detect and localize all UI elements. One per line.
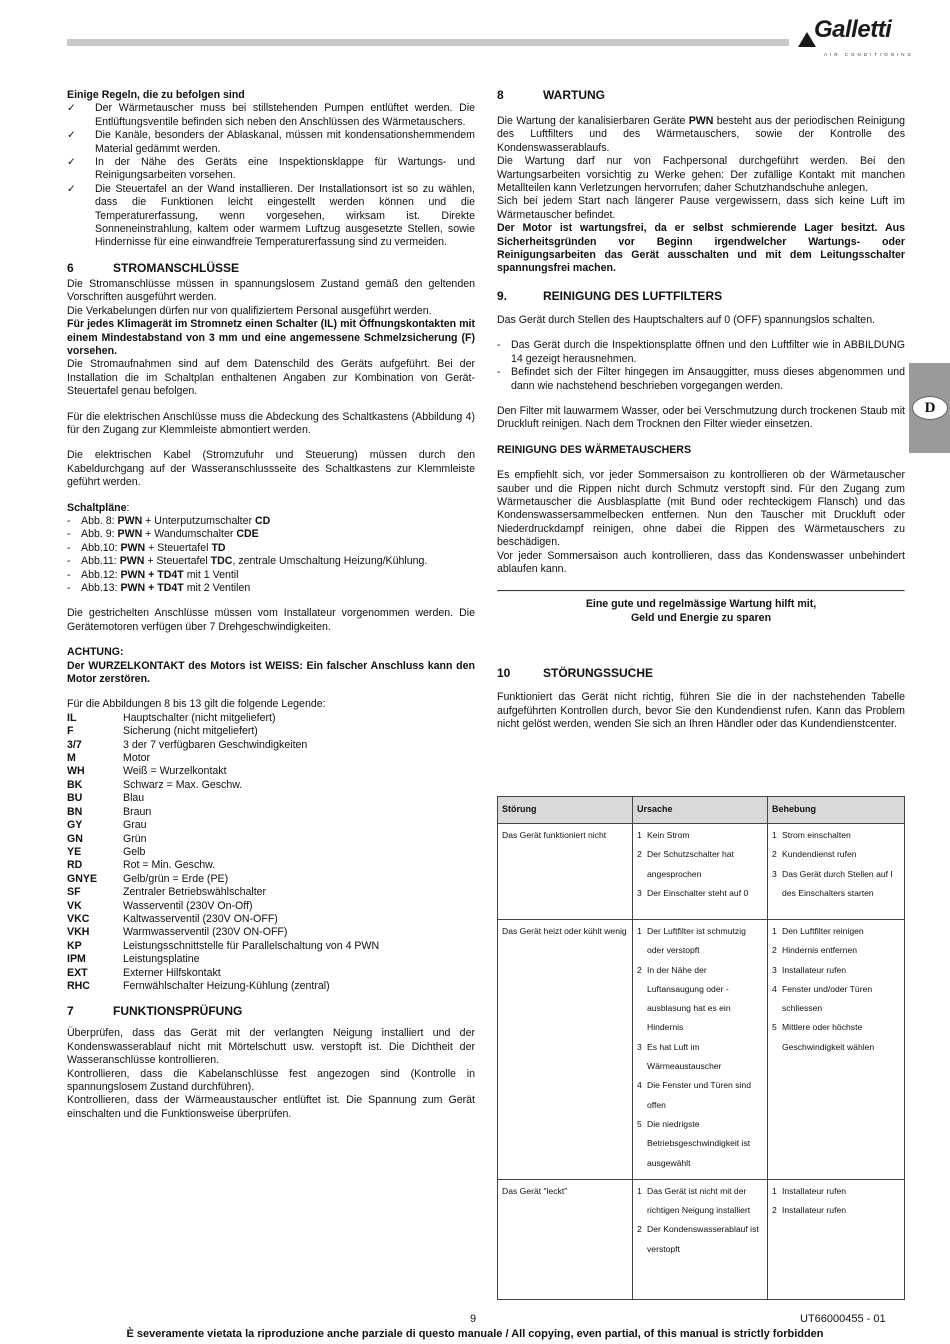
list-item: [67, 542, 475, 555]
table-row: [498, 824, 905, 920]
plan-control: TD: [211, 541, 226, 554]
legend-row: [67, 739, 475, 752]
list-item: [772, 941, 900, 960]
legend-value: Wasserventil (230V On-Off): [123, 899, 253, 912]
section-6-heading: [67, 262, 475, 278]
paragraph: Vor jeder Sommersaison auch kontrollieren, dass das Kondenswasser unbehindert ablaufen kann.: [497, 549, 905, 575]
paragraph: Die Wartung darf nur von Fachpersonal durchgeführt werden. Bei den Wartungsarbeiten vorsichtig zu Werke gehen: Der zufällige Kontakt mit manchen Metallteilen kann Verletzungen hervorrufen; daher Schutzhandschuhe anlegen.: [497, 155, 905, 195]
section-7-heading: [67, 1005, 475, 1021]
legend-value: Leistungsschnittstelle für Parallelschaltung von 4 PWN: [123, 939, 380, 952]
list-item-text: Das Gerät durch die Inspektionsplatte öffnen und den Luftfilter wie in ABBILDUNG 14 gezeigt herausnehmen.: [511, 339, 905, 365]
list-item: [772, 1182, 900, 1201]
legend-key: F: [67, 725, 74, 738]
item-number: 3: [772, 868, 777, 879]
legend-row: [67, 859, 475, 872]
item-text: Die niedrigste Betriebsgeschwindigkeit ist ausgewählt: [647, 1118, 751, 1168]
legend-key: IL: [67, 711, 77, 724]
legend-row: [67, 900, 475, 913]
section-9-heading: [497, 290, 905, 306]
legend-value: Motor: [123, 752, 151, 765]
plan-suffix: , zentrale Umschaltung Heizung/Kühlung.: [232, 555, 428, 568]
language-tab-letter: D: [912, 396, 948, 420]
item-number: 1: [637, 1185, 642, 1196]
column-header: Ursache: [633, 797, 768, 824]
list-item: [772, 1018, 900, 1057]
list-item: [637, 826, 763, 845]
rules-list: [67, 102, 475, 249]
item-text: Kundendienst rufen: [782, 849, 857, 860]
cause-cell: [633, 824, 768, 920]
rule-item: [67, 102, 475, 129]
fault-cell: [498, 1179, 633, 1299]
legend-row: [67, 819, 475, 832]
fault-cell: [498, 824, 633, 920]
list-item: [772, 980, 900, 1019]
plan-text: + Unterputzumschalter: [142, 514, 255, 527]
plan-figure: Abb.11:: [81, 555, 120, 568]
rule-text: Der Wärmetauscher muss bei stillstehenden Pumpen entlüftet werden. Die Entlüftungsventile befinden sich neben den Anschlüssen des Wärmetauschers.: [95, 102, 475, 128]
legend-row: [67, 980, 475, 993]
item-number: 1: [772, 1185, 777, 1196]
filter-steps-list: [497, 339, 905, 393]
legend-row: [67, 833, 475, 846]
legend-row: [67, 752, 475, 765]
item-number: 2: [637, 964, 642, 975]
legend-key: YE: [67, 845, 82, 858]
fault-text: Das Gerät funktioniert nicht: [502, 830, 607, 840]
legend-intro: Für die Abbildungen 8 bis 13 gilt die folgende Legende:: [67, 698, 326, 711]
item-number: 4: [772, 983, 777, 994]
legend-key: BK: [67, 778, 83, 791]
table-row: [498, 1179, 905, 1299]
legend-key: BN: [67, 805, 83, 818]
legend-value: Zentraler Betriebswählschalter: [123, 886, 267, 899]
legend-key: 3/7: [67, 738, 82, 751]
legend-value: Blau: [123, 792, 145, 805]
item-text: Der Einschalter steht auf 0: [647, 887, 749, 898]
page-number: 9: [470, 1313, 477, 1325]
plan-unit: PWN: [117, 514, 143, 527]
legend-value: Gelb/grün = Erde (PE): [123, 872, 229, 885]
check-icon: ✓: [67, 156, 76, 169]
rule-text: Die Steuertafel an der Wand installieren. Der Installationsort ist so zu wählen, dass die Funktionen leicht eingestellt werden können und die Temperaturerfassung, wenn vorgesehen, wirksam ist. Direkte Sonneneinstrahlung, kaltem oder warmem Luftzug ausgesetzte Stellen, sowie Hindernisse für eine einwandfreie Temperaturerfassung sind zu vermeiden.: [95, 182, 475, 249]
plan-unit: PWN: [117, 528, 143, 541]
item-text: Installateur rufen: [782, 1205, 847, 1216]
section-number: 8: [497, 88, 504, 102]
item-text: Es hat Luft im Wärmeaustauscher: [647, 1041, 722, 1072]
legend-value: Gelb: [123, 845, 146, 858]
wiring-plans-list: [67, 515, 475, 595]
header-bar: [67, 39, 789, 46]
legend-row: [67, 846, 475, 859]
item-text: Das Gerät durch Stellen auf I des Einschalters starten: [782, 868, 893, 898]
maintenance-notice-line-2: Geld und Energie zu sparen: [630, 611, 772, 624]
fault-text: Das Gerät "leckt": [502, 1185, 568, 1196]
paragraph-bold: Der Motor ist wartungsfrei, da er selbst schmierende Lager besitzt. Aus Sicherheitsgründen vor Beginn irgendwelcher Wartungs- oder Reinigungsarbeiten das Gerät ausschalten und mit dem Leitungsschalter spannungsfrei machen.: [497, 222, 905, 275]
plan-text: + Wandumschalter: [142, 528, 237, 541]
item-number: 2: [772, 945, 777, 956]
fault-cell: [498, 920, 633, 1180]
dash-marker: -: [497, 339, 501, 352]
cause-cell: [633, 1179, 768, 1299]
list-item: [67, 569, 475, 582]
legend-value: Schwarz = Max. Geschw.: [123, 778, 243, 791]
section-title: STÖRUNGSSUCHE: [543, 666, 654, 681]
legend-value: Rot = Min. Geschw.: [123, 859, 216, 872]
legend-key: GY: [67, 819, 83, 832]
list-item: [497, 339, 905, 366]
legend-row: [67, 940, 475, 953]
list-item: [637, 1115, 763, 1173]
item-text: Hindernis entfernen: [782, 945, 858, 956]
legend-key: RD: [67, 859, 83, 872]
legend-key: VK: [67, 899, 82, 912]
section-number: 7: [67, 1004, 74, 1019]
list-item: [772, 845, 900, 864]
legend-value: Kaltwasserventil (230V ON-OFF): [123, 912, 278, 925]
list-item: [637, 922, 763, 961]
section-title: WARTUNG: [543, 88, 605, 102]
legend-key: KP: [67, 939, 82, 952]
plan-unit: PWN: [119, 555, 145, 568]
wiring-plans-title: Schaltpläne:: [67, 501, 130, 514]
check-icon: ✓: [67, 129, 76, 142]
list-item: [67, 528, 475, 541]
legend-value: 3 der 7 verfügbaren Geschwindigkeiten: [123, 738, 308, 751]
legend-value: Warmwasserventil (230V ON-OFF): [123, 926, 288, 939]
copyright-notice: È severamente vietata la riproduzione anche parziale di questo manuale / All copying, even partial, of this manual is strictly forbidden: [126, 1328, 824, 1340]
language-tab: [909, 363, 950, 453]
dash-marker: -: [497, 366, 501, 379]
legend-value: Braun: [123, 805, 152, 818]
plan-unit: PWN + TD4T: [120, 568, 184, 581]
legend-key: IPM: [67, 953, 86, 966]
plan-figure: Abb.13:: [81, 582, 121, 594]
item-number: 1: [637, 926, 642, 936]
item-number: 1: [772, 926, 777, 936]
section-8-heading: [497, 89, 905, 105]
legend-key: VKH: [67, 926, 90, 939]
item-number: 1: [637, 830, 642, 840]
legend-key: GNYE: [67, 872, 98, 885]
dash-marker: -: [67, 514, 71, 527]
paragraph: Die Stromaufnahmen sind auf dem Datenschild des Geräts aufgeführt. Bei der Installation die im Schaltplan enthaltenen Angaben zur Kombination von Gerät-Steuertafel genau befolgen.: [67, 358, 475, 398]
paragraph: Den Filter mit lauwarmem Wasser, oder bei Verschmutzung durch trockenen Staub mit Druckluft reinigen. Nach dem Trocknen den Filter wieder einsetzen.: [497, 404, 905, 431]
item-number: 1: [772, 830, 777, 840]
plan-figure: Abb. 8:: [81, 514, 118, 527]
plan-unit: PWN: [120, 541, 146, 554]
rules-title: Einige Regeln, die zu befolgen sind: [67, 89, 245, 101]
legend-key: WH: [67, 765, 85, 778]
section-title: STROMANSCHLÜSSE: [113, 260, 240, 275]
legend-key: GN: [67, 832, 83, 845]
logo-text: Galletti: [814, 16, 892, 43]
list-item: [637, 961, 763, 1038]
check-icon: ✓: [67, 102, 76, 115]
legend-list: [67, 712, 475, 994]
rule-item: [67, 183, 475, 250]
remedy-cell: [768, 824, 905, 920]
dash-marker: -: [67, 568, 71, 581]
plan-figure: Abb.10:: [81, 541, 121, 554]
list-item: [637, 1220, 763, 1259]
legend-key: RHC: [67, 979, 90, 992]
legend-value: Hauptschalter (nicht mitgeliefert): [123, 711, 276, 724]
item-text: Der Luftfilter ist schmutzig oder verstopft: [647, 926, 746, 956]
plan-control: CDE: [236, 528, 259, 541]
legend-value: Externer Hilfskontakt: [123, 966, 221, 979]
check-icon: ✓: [67, 182, 76, 195]
legend-value: Sicherung (nicht mitgeliefert): [123, 725, 258, 738]
paragraph: Funktioniert das Gerät nicht richtig, führen Sie die in der nachstehenden Tabelle aufgeführten Kontrollen durch, bevor Sie den Kundendienst rufen. Kann das Problem nicht gelöst werden, wenden Sie sich an Ihren Händler oder das Kundendienstcenter.: [497, 691, 905, 730]
dash-marker: -: [67, 528, 71, 541]
list-item: [772, 1201, 900, 1220]
section-number: 6: [67, 260, 74, 275]
paragraph: Kontrollieren, dass die Kabelanschlüsse fest angezogen sind (Kontrolle in spannungslosem Zustand durchführen).: [67, 1067, 475, 1093]
list-item: [772, 865, 900, 904]
legend-key: BU: [67, 792, 83, 805]
item-text: Installateur rufen: [782, 964, 847, 975]
plan-control: CD: [255, 514, 271, 527]
legend-row: [67, 873, 475, 886]
item-number: 2: [637, 1224, 642, 1235]
section-number: 10: [497, 666, 511, 681]
document-code: UT66000455 - 01: [800, 1313, 886, 1325]
item-text: Die Fenster und Türen sind offen: [647, 1080, 751, 1110]
rule-text: Die Kanäle, besonders der Ablaskanal, müssen mit kondensationshemmendem Material gedämmt werden.: [95, 129, 475, 155]
item-text: Das Gerät ist nicht mit der richtigen Neigung installiert: [647, 1185, 751, 1216]
legend-row: [67, 806, 475, 819]
plan-text: mit 1 Ventil: [183, 568, 239, 581]
item-number: 2: [637, 849, 642, 860]
dash-marker: -: [67, 555, 71, 568]
paragraph-bold: Für jedes Klimagerät im Stromnetz einen Schalter (IL) mit Öffnungskontakten mit einem Mindestabstand von 3 mm und eine angemessene Schmelzsicherung (F) vorsehen.: [67, 318, 475, 357]
galletti-logo: [798, 16, 915, 57]
list-item: [772, 961, 900, 980]
legend-value: Grau: [123, 819, 147, 832]
rule-text: In der Nähe des Geräts eine Inspektionsklappe für Wartungs- und Reinigungsarbeiten vorsehen.: [95, 156, 475, 182]
rule-item: [67, 156, 475, 183]
list-item: [637, 1038, 763, 1077]
remedy-cell: [768, 1179, 905, 1299]
item-number: 5: [637, 1118, 642, 1129]
list-item: [772, 922, 900, 941]
list-item: [67, 582, 475, 595]
paragraph: Überprüfen, dass das Gerät mit der verlangten Neigung installiert und der Kondenswasserablauf nicht mit Mörtelschutt usw. verstopft ist. Die Dichtheit der Wasseranschlüsse kontrollieren.: [67, 1027, 475, 1067]
item-text: Der Kondenswasserablauf ist verstopft: [647, 1224, 759, 1254]
legend-row: [67, 953, 475, 966]
attention-text: Der WURZELKONTAKT des Motors ist WEISS: Ein falscher Anschluss kann den Motor zerstören.: [67, 659, 475, 686]
item-text: In der Nähe der Luftansaugung oder -ausblasung hat es ein Hindernis: [647, 964, 731, 1033]
paragraph: Für die elektrischen Anschlüsse muss die Abdeckung des Schaltkastens (Abbildung 4) für den Zugang zur Klemmleiste abmontiert werden.: [67, 410, 475, 436]
paragraph: Sich bei jedem Start nach längerer Pause vergewissern, dass sich keine Luft im Wärmetauscher befindet.: [497, 195, 905, 221]
item-text: Der Schutzschalter hat angesprochen: [647, 849, 734, 879]
plan-figure: Abb.12:: [81, 568, 121, 581]
legend-row: [67, 712, 475, 725]
paragraph: Es empfiehlt sich, vor jeder Sommersaison zu kontrollieren ob der Wärmetauscher sauber und die Rippen nicht durch Schmutz verstopft sind. Für den Zugang zum Wärmetauscher die Ausblasplatte (mit Bund oder rechteckigem Flansch) und das Kondenswassersammelbecken entfernen. Nun den Tauscher mit Druckluft oder Niederdruckdampf reinigen, ohne dabei die Rippen des Wärmetauschers zu beschädigen.: [497, 469, 905, 549]
plan-unit: PWN + TD4T: [120, 582, 184, 594]
item-text: Fenster und/oder Türen schliessen: [782, 983, 873, 1014]
subsection-title: REINIGUNG DES WÄRMETAUSCHERS: [497, 443, 692, 456]
paragraph: Die elektrischen Kabel (Stromzufuhr und Steuerung) müssen durch den Kabeldurchgang auf der Wasseranschlussseite des Schaltkastens zur Klemmleiste geführt werden.: [67, 449, 475, 489]
plan-figure: Abb. 9:: [81, 528, 118, 541]
plan-text: + Steuertafel: [145, 541, 212, 554]
legend-row: [67, 926, 475, 939]
legend-row: [67, 886, 475, 899]
item-number: 3: [772, 964, 777, 975]
table-row: [498, 920, 905, 1180]
item-text: Mittlere oder höchste Geschwindigkeit wählen: [782, 1022, 875, 1052]
right-column: [497, 89, 905, 731]
list-item: [67, 515, 475, 528]
logo-subtitle: AIR CONDITIONING: [824, 52, 915, 57]
paragraph: Die gestrichelten Anschlüsse müssen vom Installateur vorgenommen werden. Die Gerätemotoren verfügen über 7 Drehgeschwindigkeiten.: [67, 607, 475, 633]
item-number: 5: [772, 1022, 777, 1033]
paragraph: Die Verkabelungen dürfen nur von qualifiziertem Personal ausgeführt werden.: [67, 304, 432, 317]
legend-key: VKC: [67, 912, 90, 925]
section-number: 9.: [497, 288, 508, 303]
rule-item: [67, 129, 475, 156]
troubleshooting-table: [497, 796, 905, 1300]
section-title: REINIGUNG DES LUFTFILTERS: [543, 288, 723, 303]
paragraph: Kontrollieren, dass der Wärmeaustauscher entlüftet ist. Die Spannung zum Gerät einschalten und die Funktionsweise überprüfen.: [67, 1094, 475, 1120]
list-item: [637, 1076, 763, 1115]
table-header-row: [498, 797, 905, 824]
item-text: Kein Strom: [647, 830, 690, 840]
list-item: [637, 845, 763, 884]
legend-row: [67, 765, 475, 778]
legend-key: EXT: [67, 966, 88, 979]
list-item: [637, 1182, 763, 1221]
section-10-heading: [497, 667, 905, 683]
item-number: 3: [637, 1041, 642, 1052]
plan-control: TDC: [210, 555, 233, 568]
legend-row: [67, 792, 475, 805]
item-number: 4: [637, 1080, 642, 1091]
column-header: Behebung: [768, 797, 905, 824]
item-number: 2: [772, 1205, 777, 1216]
item-text: Den Luftfilter reinigen: [782, 926, 864, 936]
legend-value: Grün: [123, 832, 147, 845]
section-title: FUNKTIONSPRÜFUNG: [113, 1004, 243, 1019]
list-item-text: Befindet sich der Filter hingegen im Ansauggitter, muss dieses abgenommen und dann wie nachstehend beschrieben vorgegangen werden.: [511, 366, 905, 392]
item-number: 3: [637, 887, 642, 898]
dash-marker: -: [67, 541, 71, 554]
cause-cell: [633, 920, 768, 1180]
legend-value: Fernwählschalter Heizung-Kühlung (zentral): [123, 979, 330, 992]
paragraph: Das Gerät durch Stellen des Hauptschalters auf 0 (OFF) spannungslos schalten.: [497, 313, 876, 326]
dash-marker: -: [67, 582, 71, 594]
list-item: [772, 826, 900, 845]
plan-text: mit 2 Ventilen: [183, 582, 251, 594]
paragraph: Die Wartung der kanalisierbaren Geräte PWN besteht aus der periodischen Reinigung des Luftfilters und des Wärmetauschers, sowie der Kontrolle des Kondenswasserablaufs.: [497, 115, 905, 154]
maintenance-notice-line-1: Eine gute und regelmässige Wartung hilft mit,: [585, 598, 817, 611]
list-item: [637, 884, 763, 903]
legend-row: [67, 779, 475, 792]
left-column: [67, 89, 475, 1121]
plan-text: + Steuertafel: [144, 555, 211, 568]
fault-text: Das Gerät heizt oder kühlt wenig: [502, 926, 627, 936]
item-text: Strom einschalten: [782, 830, 851, 840]
legend-key: M: [67, 752, 76, 765]
remedy-cell: [768, 920, 905, 1180]
legend-key: SF: [67, 886, 81, 899]
paragraph: Die Stromanschlüsse müssen in spannungslosem Zustand gemäß den geltenden Vorschriften ausgeführt werden.: [67, 277, 475, 304]
item-number: 2: [772, 849, 777, 860]
legend-row: [67, 725, 475, 738]
attention-title: ACHTUNG:: [67, 646, 124, 659]
list-item: [497, 366, 905, 393]
legend-row: [67, 967, 475, 980]
legend-row: [67, 913, 475, 926]
column-header: Störung: [498, 797, 633, 824]
item-text: Installateur rufen: [782, 1185, 847, 1196]
legend-value: Weiß = Wurzelkontakt: [123, 765, 227, 778]
list-item: [67, 555, 475, 568]
legend-value: Leistungsplatine: [123, 953, 200, 966]
